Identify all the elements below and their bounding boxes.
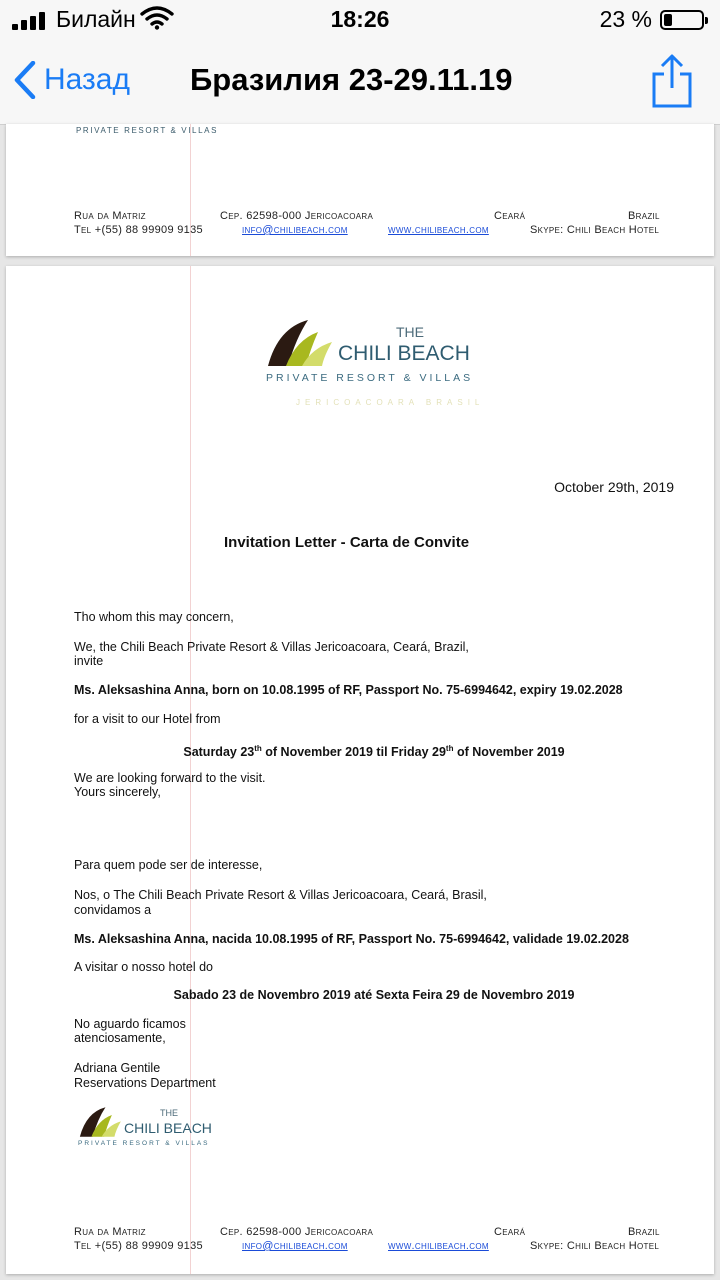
footer-street: Rua da Matriz bbox=[74, 1226, 146, 1238]
footer-email-link[interactable]: info@chilibeach.com bbox=[242, 1240, 348, 1252]
footer-state: Ceará bbox=[494, 1226, 526, 1238]
pt-visit: A visitar o nosso hotel do bbox=[74, 960, 213, 974]
logo-small-the: THE bbox=[160, 1108, 178, 1118]
logo-subtitle: PRIVATE RESORT & VILLAS bbox=[266, 372, 474, 384]
letter-date: October 29th, 2019 bbox=[554, 479, 674, 495]
hotel-logo bbox=[266, 316, 486, 416]
hotel-logo-small bbox=[78, 1104, 228, 1154]
pt-we: Nos, o The Chili Beach Private Resort & Villas Jericoacoara, Ceará, Brasil, bbox=[74, 888, 487, 902]
footer-country: Brazil bbox=[628, 210, 660, 222]
footer-tel: Tel +(55) 88 99909 9135 bbox=[74, 224, 203, 236]
signer-name: Adriana Gentile bbox=[74, 1061, 161, 1075]
pt-invite: convidamos a bbox=[74, 903, 152, 917]
en-sincerely: Yours sincerely, bbox=[74, 785, 161, 799]
page-footer-letter bbox=[74, 1226, 674, 1254]
status-bar bbox=[0, 0, 720, 40]
footer-web-link[interactable]: www.chilibeach.com bbox=[388, 1240, 489, 1252]
en-greeting: Tho whom this may concern, bbox=[74, 610, 234, 624]
footer-state: Ceará bbox=[494, 210, 526, 222]
share-icon[interactable] bbox=[650, 54, 694, 108]
footer-street: Rua da Matriz bbox=[74, 210, 146, 222]
letter-heading: Invitation Letter - Carta de Convite bbox=[224, 534, 470, 551]
signer-department: Reservations Department bbox=[74, 1076, 216, 1090]
pt-greeting: Para quem pode ser de interesse, bbox=[74, 858, 263, 872]
footer-country: Brazil bbox=[628, 1226, 660, 1238]
logo-name: CHILI BEACH bbox=[338, 342, 470, 365]
clock: 18:26 bbox=[330, 6, 390, 32]
pt-aguardo: No aguardo ficamos bbox=[74, 1017, 186, 1031]
page-footer bbox=[74, 210, 674, 238]
logo-subtitle-partial: PRIVATE RESORT & VILLAS bbox=[76, 126, 219, 135]
chili-logo-icon bbox=[266, 318, 336, 368]
carrier-name: Билайн bbox=[56, 6, 136, 32]
footer-web-link[interactable]: www.chilibeach.com bbox=[388, 224, 489, 236]
chili-logo-icon-small bbox=[78, 1106, 124, 1138]
document-page-previous bbox=[6, 124, 714, 256]
pt-guest: Ms. Aleksashina Anna, nacida 10.08.1995 of RF, Passport No. 75-6994642, validade 19.02.2028 bbox=[74, 932, 629, 946]
en-we: We, the Chili Beach Private Resort & Villas Jericoacoara, Ceará, Brazil, bbox=[74, 640, 469, 654]
logo-small-subtitle: PRIVATE RESORT & VILLAS bbox=[78, 1140, 210, 1147]
en-invite: invite bbox=[74, 654, 104, 668]
back-label: Назад bbox=[44, 63, 130, 96]
footer-email-link[interactable]: info@chilibeach.com bbox=[242, 224, 348, 236]
en-visit: for a visit to our Hotel from bbox=[74, 712, 221, 726]
en-dates: Saturday 23th of November 2019 til Friday 29th of November 2019 bbox=[183, 744, 565, 760]
en-forward: We are looking forward to the visit. bbox=[74, 771, 266, 785]
page-title: Бразилия 23-29.11.19 bbox=[190, 62, 513, 97]
footer-cep: Cep. 62598-000 Jericoacoara bbox=[220, 210, 374, 222]
logo-small-name: CHILI BEACH bbox=[124, 1120, 212, 1136]
battery-icon bbox=[660, 10, 704, 30]
pt-atenciosamente: atenciosamente, bbox=[74, 1031, 166, 1045]
logo-the: THE bbox=[396, 324, 424, 340]
en-guest: Ms. Aleksashina Anna, born on 10.08.1995 of RF, Passport No. 75-6994642, expiry 19.02.2028 bbox=[74, 683, 623, 697]
battery-level bbox=[664, 14, 672, 26]
footer-tel: Tel +(55) 88 99909 9135 bbox=[74, 1240, 203, 1252]
footer-skype: Skype: Chili Beach Hotel bbox=[530, 1240, 660, 1252]
battery-percent: 23 % bbox=[599, 6, 652, 32]
footer-skype: Skype: Chili Beach Hotel bbox=[530, 224, 660, 236]
back-button[interactable] bbox=[14, 58, 130, 102]
document-page-letter bbox=[6, 266, 714, 1274]
logo-location-faint: JERICOACOARA BRASIL bbox=[296, 398, 485, 407]
navigation-bar bbox=[0, 40, 720, 125]
pt-dates: Sabado 23 de Novembro 2019 até Sexta Feira 29 de Novembro 2019 bbox=[173, 988, 575, 1002]
chevron-left-icon bbox=[14, 61, 36, 99]
footer-cep: Cep. 62598-000 Jericoacoara bbox=[220, 1226, 374, 1238]
